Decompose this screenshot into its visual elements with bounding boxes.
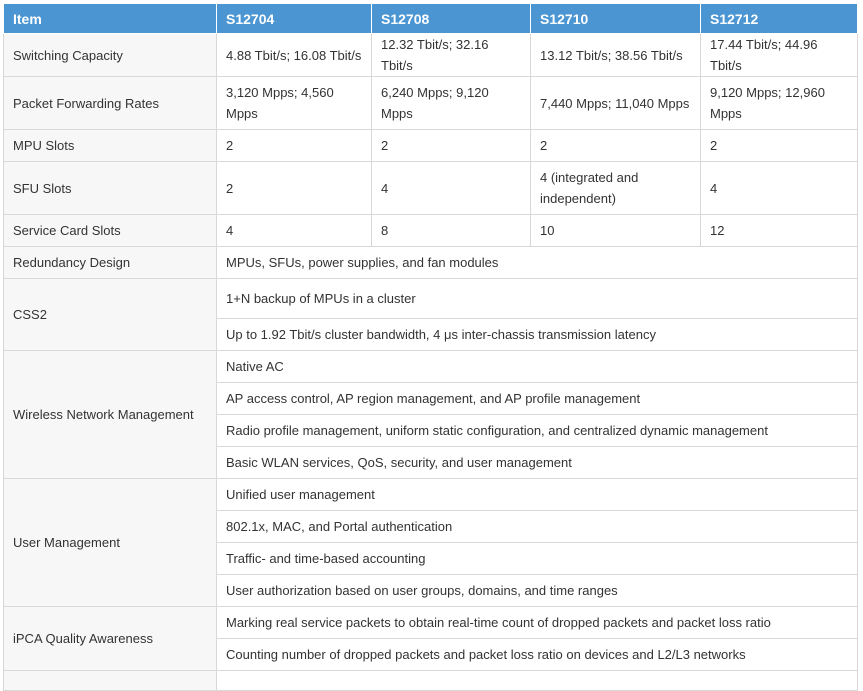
row-css2-1 (4, 279, 858, 319)
cell-value: 1+N backup of MPUs in a cluster (217, 279, 858, 319)
cell-s12704: 4 (217, 215, 372, 247)
header-s12704: S12704 (217, 4, 372, 34)
row-switching-capacity (4, 34, 858, 77)
cell-s12710: 2 (531, 130, 701, 162)
cell-s12704: 4.88 Tbit/s; 16.08 Tbit/s (217, 34, 372, 77)
cell-s12708: 8 (372, 215, 531, 247)
cell-s12712: 2 (701, 130, 858, 162)
row-label-empty (4, 671, 217, 691)
cell-value: Traffic- and time-based accounting (217, 543, 858, 575)
row-ipca-1 (4, 607, 858, 639)
row-label: Packet Forwarding Rates (4, 77, 217, 130)
row-service-card-slots (4, 215, 858, 247)
cell-s12704: 2 (217, 162, 372, 215)
cell-value: Basic WLAN services, QoS, security, and user management (217, 447, 858, 479)
header-s12712: S12712 (701, 4, 858, 34)
cell-s12712: 4 (701, 162, 858, 215)
header-s12710: S12710 (531, 4, 701, 34)
header-row (4, 4, 858, 34)
cell-s12704: 2 (217, 130, 372, 162)
row-wireless-1 (4, 351, 858, 383)
row-label: iPCA Quality Awareness (4, 607, 217, 671)
cell-value: Marking real service packets to obtain real-time count of dropped packets and packet loss ratio (217, 607, 858, 639)
row-packet-forwarding (4, 77, 858, 130)
row-redundancy-design (4, 247, 858, 279)
row-user-mgmt-1 (4, 479, 858, 511)
spec-table (3, 3, 858, 691)
cell-s12710: 10 (531, 215, 701, 247)
cell-s12708: 6,240 Mpps; 9,120 Mpps (372, 77, 531, 130)
row-label: CSS2 (4, 279, 217, 351)
row-continuation (4, 671, 858, 691)
cell-s12712: 12 (701, 215, 858, 247)
cell-s12712: 9,120 Mpps; 12,960 Mpps (701, 77, 858, 130)
cell-value: Counting number of dropped packets and packet loss ratio on devices and L2/L3 networks (217, 639, 858, 671)
cell-value: Up to 1.92 Tbit/s cluster bandwidth, 4 μs inter-chassis transmission latency (217, 319, 858, 351)
row-label: Wireless Network Management (4, 351, 217, 479)
cell-value: 802.1x, MAC, and Portal authentication (217, 511, 858, 543)
header-s12708: S12708 (372, 4, 531, 34)
cell-value: Unified user management (217, 479, 858, 511)
cell-value: User authorization based on user groups, domains, and time ranges (217, 575, 858, 607)
row-label: Service Card Slots (4, 215, 217, 247)
row-label: SFU Slots (4, 162, 217, 215)
row-mpu-slots (4, 130, 858, 162)
cell-s12704: 3,120 Mpps; 4,560 Mpps (217, 77, 372, 130)
row-label: Switching Capacity (4, 34, 217, 77)
cell-s12710: 7,440 Mpps; 11,040 Mpps (531, 77, 701, 130)
cell-s12708: 4 (372, 162, 531, 215)
cell-s12710: 13.12 Tbit/s; 38.56 Tbit/s (531, 34, 701, 77)
cell-s12712: 17.44 Tbit/s; 44.96 Tbit/s (701, 34, 858, 77)
cell-value: Native AC (217, 351, 858, 383)
header-item: Item (4, 4, 217, 34)
row-label: MPU Slots (4, 130, 217, 162)
row-label: User Management (4, 479, 217, 607)
cell-s12708: 2 (372, 130, 531, 162)
cell-value: AP access control, AP region management, and AP profile management (217, 383, 858, 415)
cell-value: Radio profile management, uniform static configuration, and centralized dynamic management (217, 415, 858, 447)
cell-s12708: 12.32 Tbit/s; 32.16 Tbit/s (372, 34, 531, 77)
cell-s12710: 4 (integrated and independent) (531, 162, 701, 215)
cell-value: MPUs, SFUs, power supplies, and fan modules (217, 247, 858, 279)
cell-value-empty (217, 671, 858, 691)
row-sfu-slots (4, 162, 858, 215)
row-label: Redundancy Design (4, 247, 217, 279)
